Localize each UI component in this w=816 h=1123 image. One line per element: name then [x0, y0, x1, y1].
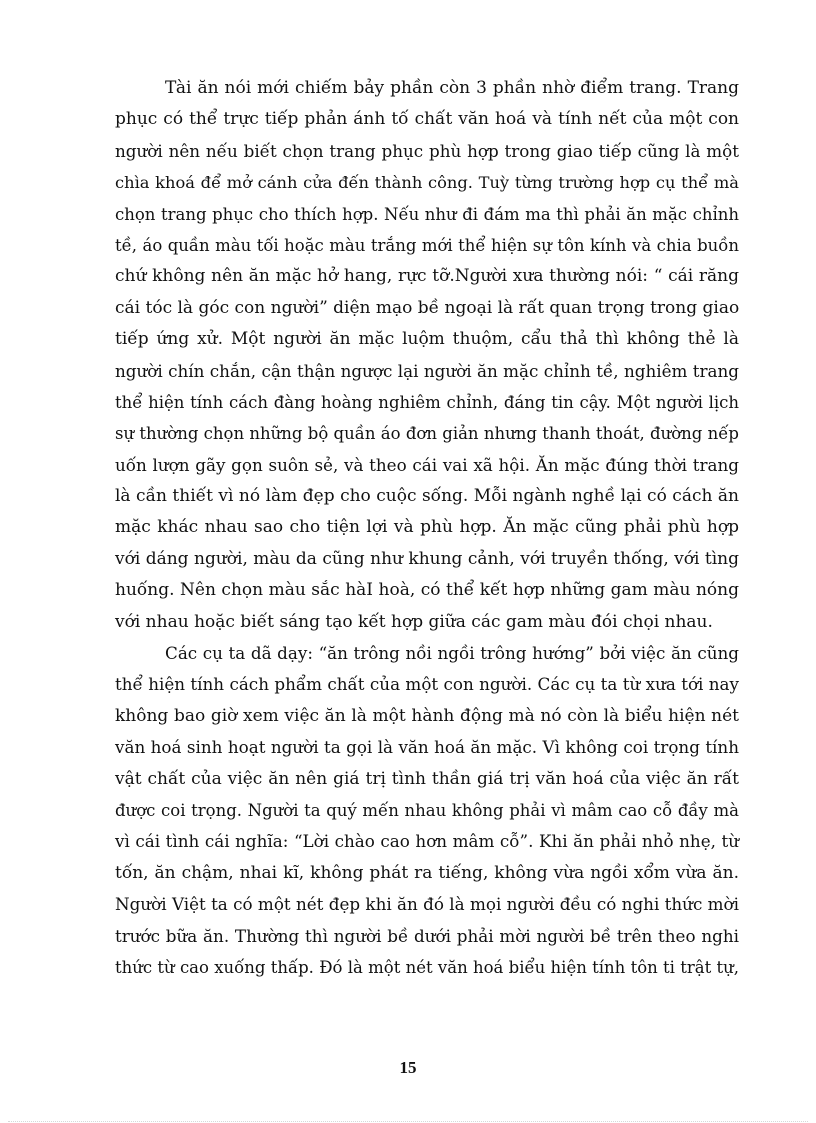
- text-line: vật chất của việc ăn nên giá trị tình thần giá trị văn hoá của việc ăn rất: [115, 768, 739, 789]
- body-text: [115, 73, 739, 983]
- text-line: người chín chắn, cận thận ngược lại người ăn mặc chỉnh tề, nghiêm trang: [115, 360, 739, 381]
- text-line: tốn, ăn chậm, nhai kĩ, không phát ra tiếng, không vừa ngồi xổm vừa ăn.: [115, 862, 739, 883]
- text-line: được coi trọng. Người ta quý mến nhau không phải vì mâm cao cỗ đầy mà: [115, 800, 739, 820]
- text-line: cái tóc là góc con người” diện mạo bề ngoại là rất quan trọng trong giao: [115, 297, 740, 318]
- text-line: mặc khác nhau sao cho tiện lợi và phù hợp. Ăn mặc cũng phải phù hợp: [115, 517, 739, 538]
- paragraph: [115, 73, 739, 638]
- text-line: Tài ăn nói mới chiếm bảy phần còn 3 phần nhờ điểm trang. Trang: [165, 78, 739, 98]
- text-line: chọn trang phục cho thích hợp. Nếu như đi đám ma thì phải ăn mặc chỉnh: [115, 204, 739, 224]
- text-line: chìa khoá để mở cánh cửa đến thành công. Tuỳ từng trường hợp cụ thể mà: [115, 173, 739, 193]
- text-line: trước bữa ăn. Thường thì người bề dưới phải mời người bề trên theo nghi: [115, 925, 739, 946]
- text-line: uốn lượn gãy gọn suôn sẻ, và theo cái vai xã hội. Ăn mặc đúng thời trang: [115, 454, 739, 475]
- footer-divider: [8, 1121, 808, 1122]
- text-line: Người Việt ta có một nét đẹp khi ăn đó là mọi người đều có nghi thức mời: [115, 894, 739, 915]
- text-line: vì cái tình cái nghĩa: “Lời chào cao hơn mâm cỗ”. Khi ăn phải nhỏ nhẹ, từ: [115, 831, 739, 852]
- page-number: 15: [399, 1058, 417, 1077]
- text-line: tiếp ứng xử. Một người ăn mặc luộm thuộm, cẩu thả thì không thẻ là: [115, 329, 739, 350]
- text-line: huống. Nên chọn màu sắc hàI hoà, có thể kết hợp những gam màu nóng: [115, 580, 739, 601]
- text-line: sự thường chọn những bộ quần áo đơn giản nhưng thanh thoát, đường nếp: [115, 424, 739, 444]
- text-line: tề, áo quần màu tối hoặc màu trắng mới thể hiện sự tôn kính và chia buồn: [115, 235, 739, 255]
- text-line: chứ không nên ăn mặc hở hang, rực tỡ.Người xưa thường nói: “ cái răng: [115, 266, 739, 287]
- text-line: không bao giờ xem việc ăn là một hành động mà nó còn là biểu hiện nét: [115, 705, 739, 726]
- text-line: phục có thể trực tiếp phản ánh tố chất văn hoá và tính nết của một con: [115, 109, 739, 130]
- text-line: Các cụ ta dã dạy: “ăn trông nồi ngồi trông hướng” bởi việc ăn cũng: [165, 643, 739, 664]
- text-line: với dáng người, màu da cũng như khung cảnh, với truyền thống, với tìng: [115, 548, 739, 569]
- text-line: thể hiện tính cách đàng hoàng nghiêm chỉnh, đáng tin cậy. Một người lịch: [115, 392, 739, 412]
- text-line: với nhau hoặc biết sáng tạo kết hợp giữa các gam màu đói chọi nhau.: [115, 611, 713, 632]
- text-line: thức từ cao xuống thấp. Đó là một nét văn hoá biểu hiện tính tôn ti trật tự,: [115, 957, 739, 977]
- text-line: là cần thiết vì nó làm đẹp cho cuộc sống. Mỗi ngành nghề lại có cách ăn: [115, 486, 739, 507]
- text-line: thể hiện tính cách phẩm chất của một con người. Các cụ ta từ xưa tới nay: [115, 674, 739, 695]
- text-line: văn hoá sinh hoạt người ta gọi là văn hoá ăn mặc. Vì không coi trọng tính: [115, 737, 739, 758]
- text-line: người nên nếu biết chọn trang phục phù hợp trong giao tiếp cũng là một: [115, 140, 739, 161]
- paragraph: [115, 638, 739, 983]
